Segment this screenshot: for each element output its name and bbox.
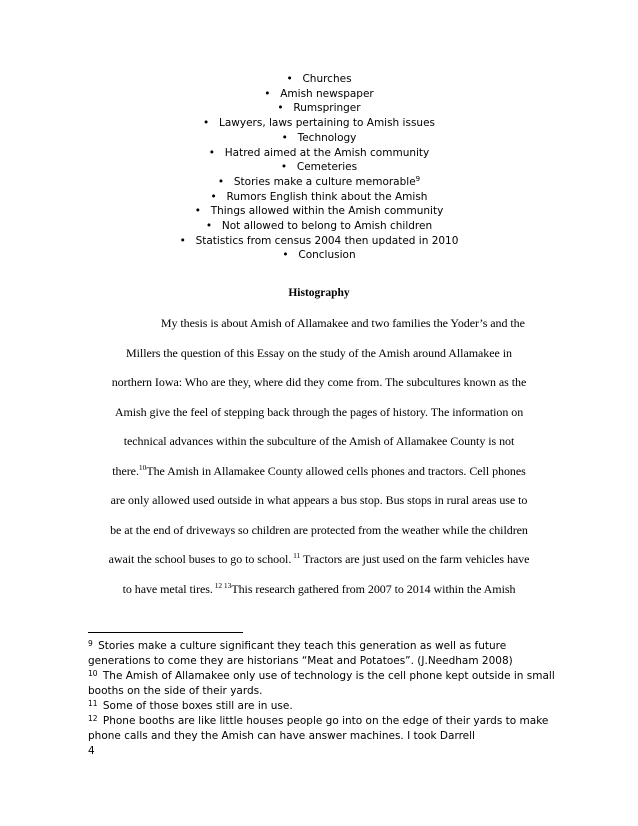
paragraph-line: there.$^{10}$The Amish in Allamakee County allowed cells phones and tractors. Cell phones bbox=[112, 462, 526, 478]
paragraph-line: Amish give the feel of stepping back through the pages of history. The information on bbox=[114, 404, 524, 419]
bullet-icon: • bbox=[210, 190, 217, 203]
bullet-icon: • bbox=[282, 249, 289, 262]
paragraph-line: My thesis is about Amish of Allamakee and two families the Yoder’s and the bbox=[160, 316, 525, 330]
bullet-item bbox=[0, 131, 638, 146]
bullet-icon: • bbox=[277, 102, 284, 115]
footnote-ref: 10 bbox=[138, 462, 147, 472]
page-number: 4 bbox=[88, 745, 95, 757]
bullet-icon: • bbox=[208, 146, 215, 159]
paragraph-line: Millers the question of this Essay on the study of the Amish around Allamakee in bbox=[126, 345, 512, 360]
bullet-item bbox=[0, 204, 638, 219]
bullet-item bbox=[0, 234, 638, 249]
footnote-ref: 11 bbox=[291, 551, 301, 560]
bullet-item bbox=[0, 146, 638, 161]
bullet-text: Statistics from census 2004 then updated in 2010 bbox=[195, 234, 459, 247]
bullet-icon: • bbox=[280, 161, 288, 174]
bullet-list bbox=[0, 72, 638, 263]
bullet-text: Amish newspaper bbox=[280, 87, 374, 100]
bullet-icon: • bbox=[179, 234, 186, 247]
footnotes bbox=[88, 639, 558, 759]
bullet-text: Conclusion bbox=[298, 249, 356, 262]
bullet-text: Rumspringer bbox=[293, 102, 361, 115]
footnote-9: $^9$ Stories make a culture significant they teach this generation as well as future generations to come they are historians “Meat and Potatoes”. (J.Needham 2008) bbox=[88, 639, 513, 667]
footnote-12: $^{12}$ Phone booths are like little houses people go into on the edge of their yards to make phone calls and they the Amish can have answer machines. I took Darrell bbox=[88, 714, 549, 742]
paragraph-line: are only allowed used outside in what appears a bus stop. Bus stops in rural areas use to bbox=[110, 493, 528, 507]
bullet-text: Technology bbox=[297, 131, 357, 144]
bullet-item bbox=[0, 87, 638, 102]
bullet-text: Cemeteries bbox=[296, 161, 358, 174]
bullet-item bbox=[0, 190, 638, 205]
bullet-text: Hatred aimed at the Amish community bbox=[224, 146, 430, 159]
footnote-10: $^{10}$ The Amish of Allamakee only use of technology is the cell phone kept outside in small booths on the side of their yards. bbox=[88, 669, 555, 697]
bullet-item bbox=[0, 101, 638, 116]
bullet-text: Lawyers, laws pertaining to Amish issues bbox=[218, 117, 435, 130]
body-paragraph bbox=[88, 314, 550, 609]
paragraph-line: to have metal tires. $^{12 13}$This research gathered from 2007 to 2014 within the Amish bbox=[122, 580, 516, 596]
bullet-icon: • bbox=[205, 220, 213, 233]
paragraph-line: await the school buses to go to school. $^{11}$ Tractors are just used on the farm vehicles have bbox=[108, 551, 530, 566]
bullet-icon: • bbox=[217, 175, 225, 188]
paragraph-line: technical advances within the subculture of the Amish of Allamakee County is not bbox=[123, 434, 515, 448]
bullet-icon: • bbox=[194, 205, 201, 218]
bullet-item bbox=[0, 72, 638, 87]
paragraph-line: northern Iowa: Who are they, where did they come from. The subcultures known as the bbox=[111, 375, 527, 389]
paragraph-line: be at the end of driveways so children are protected from the weather while the children bbox=[110, 522, 528, 537]
bullet-icon: • bbox=[202, 117, 210, 130]
bullet-item bbox=[0, 248, 638, 263]
bullet-text: Rumors English think about the Amish bbox=[226, 190, 428, 203]
bullet-item bbox=[0, 219, 638, 234]
footnote-ref: 9 bbox=[415, 174, 421, 183]
bullet-item bbox=[0, 160, 638, 175]
bullet-icon: • bbox=[281, 131, 288, 144]
bullet-icon: • bbox=[286, 73, 293, 85]
bullet-item bbox=[0, 175, 638, 190]
footnote-11: $^{11}$ Some of those boxes still are in use. bbox=[88, 699, 293, 712]
bullet-text: Stories make a culture memorable bbox=[233, 175, 416, 188]
bullet-text: Things allowed within the Amish community bbox=[210, 205, 444, 218]
bullet-icon: • bbox=[264, 87, 271, 100]
footnote-ref: 12 13 bbox=[212, 580, 232, 590]
bullet-text: Churches bbox=[302, 73, 352, 85]
bullet-text: Not allowed to belong to Amish children bbox=[221, 220, 433, 233]
section-heading: Histography bbox=[288, 287, 350, 299]
footnote-divider bbox=[88, 632, 243, 633]
bullet-item bbox=[0, 116, 638, 131]
